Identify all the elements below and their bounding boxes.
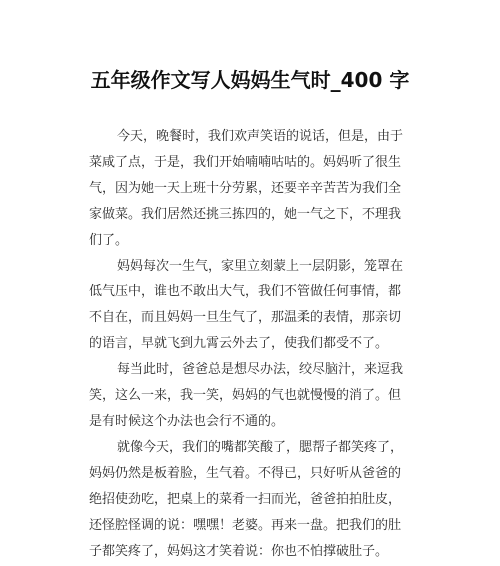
text-line: 气，因为她一天上班十分劳累，还要辛辛苦苦为我们全 xyxy=(89,180,402,196)
paragraph xyxy=(89,254,404,358)
text-line: 不自在，而且妈妈一旦生气了，那温柔的表情，那亲切 xyxy=(89,310,402,326)
text-line: 就像今天，我们的嘴都笑酸了，腮帮子都笑疼了， xyxy=(117,439,404,455)
paragraph xyxy=(89,124,404,254)
text-line: 今天，晚餐时，我们欢声笑语的说话，但是，由于 xyxy=(117,129,404,144)
text-line: 是有时候这个办法也会行不通的。 xyxy=(89,413,285,429)
text-line: 家做菜。我们居然还挑三拣四的，她一气之下，不理我 xyxy=(89,206,402,222)
paragraph xyxy=(89,357,404,435)
document-body xyxy=(89,124,404,564)
paragraph xyxy=(89,435,404,565)
text-line: 子都笑疼了，妈妈这才笑着说：你也不怕撑破肚子。 xyxy=(89,543,389,559)
text-line: 妈妈每次一生气，家里立刻蒙上一层阴影，笼罩在 xyxy=(117,258,404,274)
text-line: 菜咸了点，于是，我们开始喃喃咕咕的。妈妈听了很生 xyxy=(89,154,402,170)
text-line: 还怪腔怪调的说：嘿嘿！老婆。再来一盘。把我们的肚 xyxy=(89,517,402,533)
text-line: 笑，这么一来，我一笑，妈妈的气也就慢慢的消了。但 xyxy=(89,388,402,404)
text-line: 绝招使劲吃，把桌上的菜肴一扫而光，爸爸拍拍肚皮， xyxy=(89,491,402,507)
text-line: 每当此时，爸爸总是想尽办法，绞尽脑汁，来逗我 xyxy=(117,362,404,378)
text-line: 们了。 xyxy=(89,232,129,248)
text-line: 低气压中，谁也不敢出大气，我们不管做任何事情，都 xyxy=(89,284,402,300)
text-line: 妈妈仍然是板着脸，生气着。不得已，只好听从爸爸的 xyxy=(89,465,402,481)
document-title: 五年级作文写人妈妈生气时_400 字 xyxy=(90,68,410,92)
text-line: 的语言，早就飞到九霄云外去了，使我们都受不了。 xyxy=(89,336,389,352)
